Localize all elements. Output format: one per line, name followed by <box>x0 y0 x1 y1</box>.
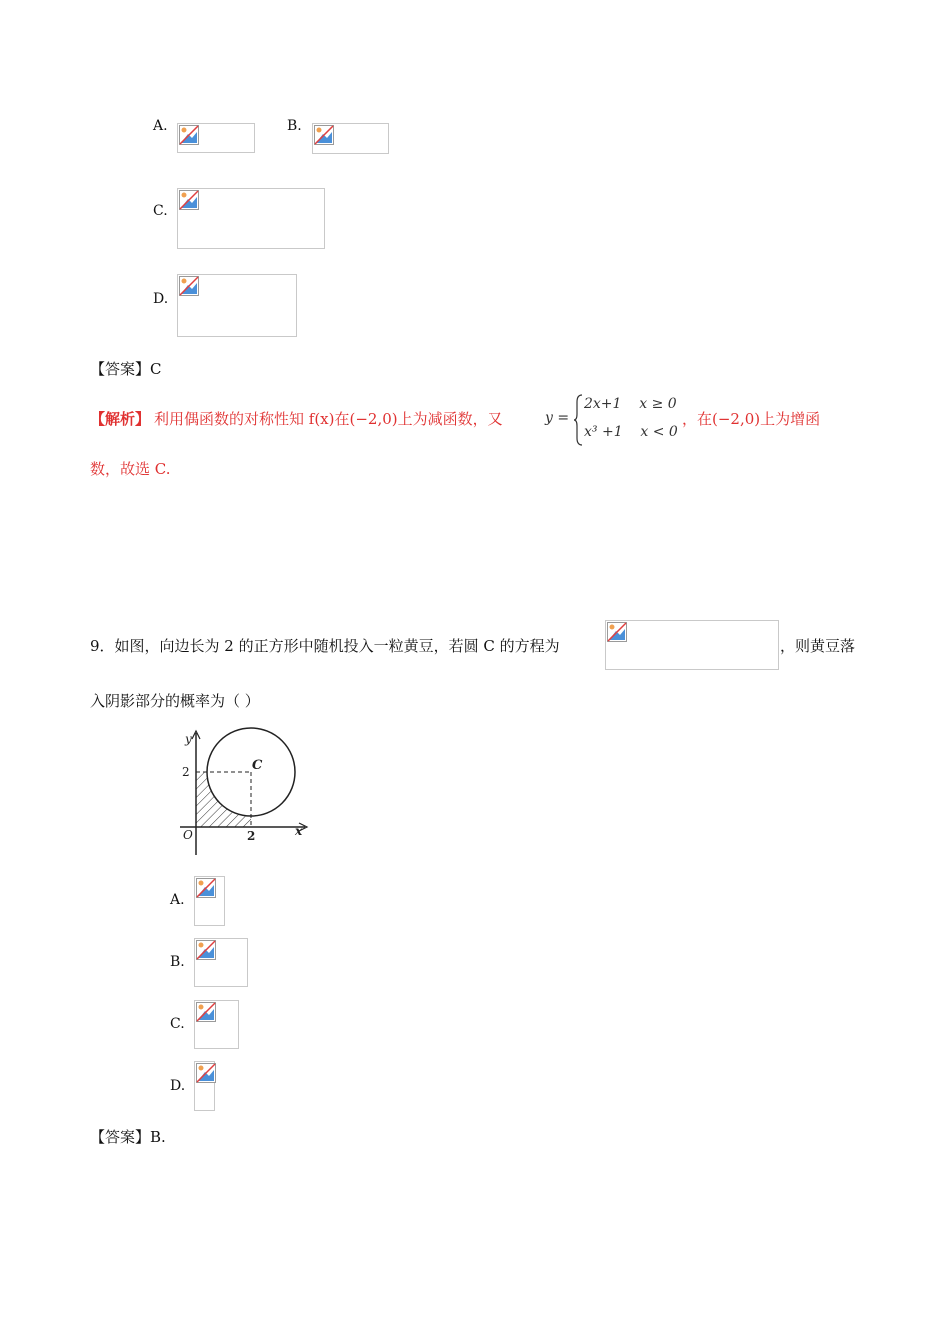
q9-stem-part1: 9．如图，向边长为 2 的正方形中随机投入一粒黄豆，若圆 C 的方程为 <box>90 637 560 655</box>
q9-option-a-image <box>194 876 225 926</box>
broken-image-icon <box>179 190 199 210</box>
q8-option-b-label: B. <box>287 118 302 134</box>
q8-formula-y: y = <box>545 410 570 426</box>
q9-stem-line2: 入阴影部分的概率为（ ） <box>90 692 260 710</box>
q8-analysis-text1: 利用偶函数的对称性知 f(x)在(−2,0)上为减函数，又 <box>154 410 503 428</box>
q9-option-d-image <box>194 1061 215 1111</box>
q8-formula-case1: 2x+1 x ≥ 0 <box>584 396 677 412</box>
broken-image-icon <box>179 276 199 296</box>
left-brace-icon <box>574 394 584 446</box>
broken-image-icon <box>196 1002 216 1022</box>
q8-formula-case2: x³ +1 x < 0 <box>584 424 678 440</box>
q8-analysis-tag: 【解析】 <box>90 410 151 428</box>
broken-image-icon <box>314 125 334 145</box>
y-tick-label: 2 <box>182 765 190 779</box>
shaded-region <box>196 728 295 827</box>
q9-answer: 【答案】B. <box>90 1128 166 1146</box>
q8-analysis-text3: 数，故选 C. <box>90 460 171 478</box>
q9-geometry-figure <box>175 725 315 860</box>
x-tick-label: 2 <box>247 829 256 843</box>
q9-option-b-image <box>194 938 248 987</box>
q8-option-b-image <box>312 123 389 154</box>
q8-option-c-label: C. <box>153 203 168 219</box>
q9-stem-part2: ，则黄豆落 <box>780 637 856 655</box>
q8-option-a-image <box>177 123 255 153</box>
broken-image-icon <box>196 1063 216 1083</box>
q9-option-d-label: D. <box>170 1078 186 1094</box>
broken-image-icon <box>196 878 216 898</box>
q9-option-c-label: C. <box>170 1016 185 1032</box>
q8-option-c-image <box>177 188 325 249</box>
broken-image-icon <box>196 940 216 960</box>
q8-answer: 【答案】C <box>90 360 162 378</box>
q8-analysis-text2: ，在(−2,0)上为增函 <box>682 410 821 428</box>
q8-option-a-label: A. <box>153 118 168 134</box>
broken-image-icon <box>179 125 199 145</box>
q9-option-b-label: B. <box>170 954 185 970</box>
broken-image-icon <box>607 622 627 642</box>
q8-option-d-label: D. <box>153 291 169 307</box>
q8-analysis <box>90 392 860 444</box>
center-label: C <box>252 758 263 773</box>
y-axis-label: y <box>185 732 192 746</box>
origin-label: O <box>183 828 193 842</box>
q9-option-c-image <box>194 1000 239 1049</box>
q9-circle-equation-image <box>605 620 779 670</box>
x-axis-label: x <box>295 824 303 838</box>
q9-option-a-label: A. <box>170 892 185 908</box>
q8-option-d-image <box>177 274 297 337</box>
